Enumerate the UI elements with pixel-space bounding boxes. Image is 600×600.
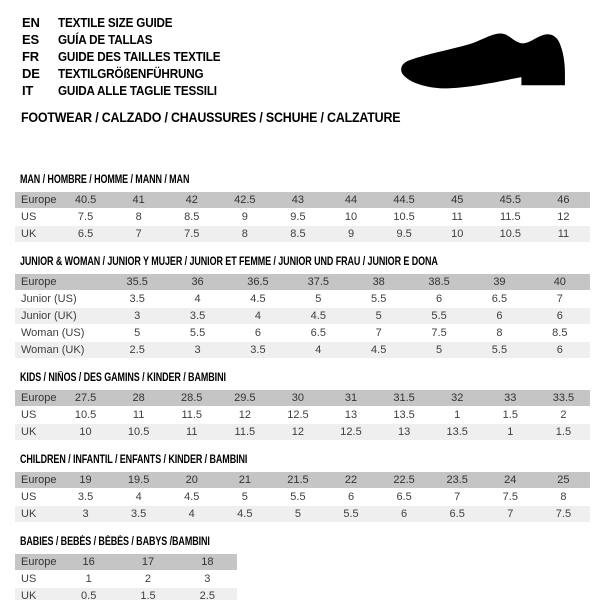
size-table-section xyxy=(15,368,590,441)
size-cell: 9 xyxy=(324,226,377,243)
language-label: TEXTILE SIZE GUIDE xyxy=(58,15,173,30)
size-cell: 11 xyxy=(537,226,590,243)
size-cell: 0.5 xyxy=(59,588,118,600)
language-code: FR xyxy=(22,49,39,64)
size-cell: 8 xyxy=(537,489,590,506)
size-cell: 2.5 xyxy=(178,588,237,600)
size-cell: 3 xyxy=(107,308,167,325)
size-cell: 11.5 xyxy=(218,424,271,441)
size-cell: 7 xyxy=(112,226,165,243)
size-cell: 6 xyxy=(228,325,288,342)
language-row xyxy=(22,14,238,31)
row-label: Europe xyxy=(15,192,59,209)
language-code: DE xyxy=(22,66,40,81)
size-cell: 2 xyxy=(118,571,177,588)
size-cell: 2.5 xyxy=(107,342,167,359)
table-row xyxy=(15,506,590,523)
language-row xyxy=(22,48,238,65)
size-cell: 5.5 xyxy=(469,342,529,359)
size-table xyxy=(15,554,237,600)
language-code: ES xyxy=(22,32,39,47)
row-label: US xyxy=(15,489,59,506)
size-cell: 13.5 xyxy=(378,407,431,424)
size-cell: 8.5 xyxy=(271,226,324,243)
size-cell: 10 xyxy=(59,424,112,441)
section-title: CHILDREN / INFANTIL / ENFANTS / KINDER / BAMBINI xyxy=(20,454,248,466)
size-cell: 5 xyxy=(107,325,167,342)
size-cell: 5.5 xyxy=(271,489,324,506)
row-label: Junior (US) xyxy=(15,291,107,308)
size-cell: 4.5 xyxy=(228,291,288,308)
size-cell: 7.5 xyxy=(165,226,218,243)
size-cell: 25 xyxy=(537,472,590,489)
size-cell: 8.5 xyxy=(165,209,218,226)
size-cell: 1.5 xyxy=(118,588,177,600)
size-cell: 29.5 xyxy=(218,390,271,407)
table-row xyxy=(15,308,590,325)
size-cell: 1.5 xyxy=(484,407,537,424)
language-row xyxy=(22,65,238,82)
size-cell: 4 xyxy=(165,506,218,523)
size-cell: 3.5 xyxy=(228,342,288,359)
size-cell: 3 xyxy=(59,506,112,523)
size-cell: 10.5 xyxy=(378,209,431,226)
size-cell: 6.5 xyxy=(378,489,431,506)
table-row xyxy=(15,274,590,291)
table-row xyxy=(15,571,237,588)
size-cell: 8 xyxy=(112,209,165,226)
table-row xyxy=(15,588,237,600)
row-label: Woman (UK) xyxy=(15,342,107,359)
table-row xyxy=(15,209,590,226)
size-cell: 35.5 xyxy=(107,274,167,291)
size-cell: 6 xyxy=(530,308,590,325)
size-cell: 6.5 xyxy=(59,226,112,243)
dress-shoe-icon xyxy=(399,32,571,94)
size-cell: 10.5 xyxy=(484,226,537,243)
size-cell: 12.5 xyxy=(271,407,324,424)
row-label: UK xyxy=(15,424,59,441)
row-label: Woman (US) xyxy=(15,325,107,342)
table-row xyxy=(15,226,590,243)
size-cell: 17 xyxy=(118,554,177,571)
size-cell: 4 xyxy=(112,489,165,506)
size-cell: 5 xyxy=(218,489,271,506)
size-cell: 19.5 xyxy=(112,472,165,489)
size-cell: 4 xyxy=(288,342,348,359)
size-cell: 1 xyxy=(484,424,537,441)
size-cell: 31 xyxy=(324,390,377,407)
size-cell: 38 xyxy=(349,274,409,291)
size-cell: 13.5 xyxy=(431,424,484,441)
size-cell: 22 xyxy=(324,472,377,489)
language-code: EN xyxy=(22,15,40,30)
language-label: GUIDE DES TAILLES TEXTILE xyxy=(58,49,221,64)
size-cell: 3 xyxy=(167,342,227,359)
size-cell: 41 xyxy=(112,192,165,209)
size-cell: 10.5 xyxy=(112,424,165,441)
size-cell: 36 xyxy=(167,274,227,291)
language-code: IT xyxy=(22,83,34,98)
size-cell: 32 xyxy=(431,390,484,407)
size-cell: 5.5 xyxy=(167,325,227,342)
row-label: Junior (UK) xyxy=(15,308,107,325)
size-cell: 4.5 xyxy=(165,489,218,506)
size-cell: 40 xyxy=(530,274,590,291)
size-cell: 5.5 xyxy=(324,506,377,523)
table-row xyxy=(15,472,590,489)
size-cell: 44.5 xyxy=(378,192,431,209)
language-label: GUÍA DE TALLAS xyxy=(58,32,153,47)
size-table-section xyxy=(15,170,590,243)
size-cell: 10 xyxy=(324,209,377,226)
size-cell: 6.5 xyxy=(431,506,484,523)
size-cell: 1.5 xyxy=(537,424,590,441)
size-cell: 27.5 xyxy=(59,390,112,407)
size-cell: 7 xyxy=(431,489,484,506)
size-cell: 45 xyxy=(431,192,484,209)
size-cell: 10 xyxy=(431,226,484,243)
size-cell: 28 xyxy=(112,390,165,407)
size-cell: 12 xyxy=(271,424,324,441)
size-cell: 8 xyxy=(218,226,271,243)
size-cell: 6.5 xyxy=(288,325,348,342)
category-title: FOOTWEAR / CALZADO / CHAUSSURES / SCHUHE / CALZATURE xyxy=(21,110,401,125)
size-cell: 9 xyxy=(218,209,271,226)
size-cell: 21.5 xyxy=(271,472,324,489)
size-cell: 11.5 xyxy=(484,209,537,226)
size-cell: 7 xyxy=(349,325,409,342)
size-table xyxy=(15,390,590,441)
size-cell: 16 xyxy=(59,554,118,571)
size-cell: 5 xyxy=(271,506,324,523)
size-cell: 9.5 xyxy=(378,226,431,243)
size-cell: 12 xyxy=(537,209,590,226)
size-cell: 3.5 xyxy=(59,489,112,506)
size-cell: 6 xyxy=(324,489,377,506)
size-cell: 39 xyxy=(469,274,529,291)
size-cell: 2 xyxy=(537,407,590,424)
section-title: JUNIOR & WOMAN / JUNIOR Y MUJER / JUNIOR ET FEMME / JUNIOR UND FRAU / JUNIOR E DONA xyxy=(20,256,438,268)
row-label: US xyxy=(15,571,59,588)
section-title: BABIES / BEBÉS / BÉBÉS / BABYS /BAMBINI xyxy=(20,536,210,548)
size-cell: 5 xyxy=(349,308,409,325)
size-cell: 1 xyxy=(59,571,118,588)
table-row xyxy=(15,325,590,342)
size-cell: 33.5 xyxy=(537,390,590,407)
size-cell: 8.5 xyxy=(530,325,590,342)
section-title: KIDS / NIÑOS / DES GAMINS / KINDER / BAMBINI xyxy=(20,372,226,384)
size-cell: 44 xyxy=(324,192,377,209)
table-row xyxy=(15,407,590,424)
size-cell: 42 xyxy=(165,192,218,209)
size-cell: 6 xyxy=(469,308,529,325)
row-label: UK xyxy=(15,226,59,243)
size-cell: 4.5 xyxy=(288,308,348,325)
size-cell: 33 xyxy=(484,390,537,407)
size-cell: 24 xyxy=(484,472,537,489)
language-label: GUIDA ALLE TAGLIE TESSILI xyxy=(58,83,217,98)
size-table-section xyxy=(15,532,590,600)
size-cell: 7 xyxy=(530,291,590,308)
size-cell: 11 xyxy=(165,424,218,441)
size-cell: 4.5 xyxy=(349,342,409,359)
table-row xyxy=(15,554,237,571)
row-label: UK xyxy=(15,588,59,600)
table-row xyxy=(15,291,590,308)
size-cell: 8 xyxy=(469,325,529,342)
size-cell: 5 xyxy=(288,291,348,308)
size-table xyxy=(15,472,590,523)
size-cell: 11 xyxy=(112,407,165,424)
size-cell: 12.5 xyxy=(324,424,377,441)
size-cell: 28.5 xyxy=(165,390,218,407)
size-cell: 7.5 xyxy=(484,489,537,506)
size-cell: 4 xyxy=(167,291,227,308)
size-cell: 7.5 xyxy=(409,325,469,342)
size-cell: 6 xyxy=(378,506,431,523)
size-table-section xyxy=(15,252,590,359)
row-label: US xyxy=(15,209,59,226)
size-cell: 38.5 xyxy=(409,274,469,291)
size-table-section xyxy=(15,450,590,523)
row-label: Europe xyxy=(15,472,59,489)
language-row xyxy=(22,31,238,48)
size-cell: 18 xyxy=(178,554,237,571)
size-cell: 45.5 xyxy=(484,192,537,209)
size-cell: 10.5 xyxy=(59,407,112,424)
section-title: MAN / HOMBRE / HOMME / MANN / MAN xyxy=(20,174,190,186)
size-cell: 23.5 xyxy=(431,472,484,489)
size-cell: 4.5 xyxy=(218,506,271,523)
table-row xyxy=(15,489,590,506)
size-cell: 11.5 xyxy=(165,407,218,424)
size-cell: 21 xyxy=(218,472,271,489)
size-tables xyxy=(15,163,590,600)
size-cell: 6 xyxy=(530,342,590,359)
row-label: Europe xyxy=(15,554,59,571)
size-cell: 13 xyxy=(378,424,431,441)
size-cell: 11 xyxy=(431,209,484,226)
size-cell: 42.5 xyxy=(218,192,271,209)
size-cell: 40.5 xyxy=(59,192,112,209)
size-cell: 3.5 xyxy=(167,308,227,325)
size-cell: 7 xyxy=(484,506,537,523)
size-cell: 20 xyxy=(165,472,218,489)
table-row xyxy=(15,390,590,407)
size-cell: 7.5 xyxy=(59,209,112,226)
size-cell: 13 xyxy=(324,407,377,424)
row-label: Europe xyxy=(15,390,59,407)
language-label: TEXTILGRÖßENFÜHRUNG xyxy=(58,66,204,81)
size-cell: 7.5 xyxy=(537,506,590,523)
row-label: Europe xyxy=(15,274,107,291)
size-cell: 36.5 xyxy=(228,274,288,291)
size-cell: 3.5 xyxy=(107,291,167,308)
size-cell: 4 xyxy=(228,308,288,325)
size-cell: 3.5 xyxy=(112,506,165,523)
size-cell: 31.5 xyxy=(378,390,431,407)
size-cell: 19 xyxy=(59,472,112,489)
table-row xyxy=(15,424,590,441)
size-cell: 6 xyxy=(409,291,469,308)
size-cell: 46 xyxy=(537,192,590,209)
size-cell: 30 xyxy=(271,390,324,407)
size-cell: 12 xyxy=(218,407,271,424)
table-row xyxy=(15,192,590,209)
size-cell: 5.5 xyxy=(409,308,469,325)
language-row xyxy=(22,82,238,99)
size-table xyxy=(15,274,590,359)
row-label: UK xyxy=(15,506,59,523)
size-cell: 6.5 xyxy=(469,291,529,308)
size-table xyxy=(15,192,590,243)
size-cell: 43 xyxy=(271,192,324,209)
size-cell: 3 xyxy=(178,571,237,588)
size-cell: 5.5 xyxy=(349,291,409,308)
table-row xyxy=(15,342,590,359)
row-label: US xyxy=(15,407,59,424)
size-cell: 5 xyxy=(409,342,469,359)
size-cell: 9.5 xyxy=(271,209,324,226)
size-cell: 22.5 xyxy=(378,472,431,489)
language-list xyxy=(22,14,238,99)
size-cell: 37.5 xyxy=(288,274,348,291)
size-cell: 1 xyxy=(431,407,484,424)
